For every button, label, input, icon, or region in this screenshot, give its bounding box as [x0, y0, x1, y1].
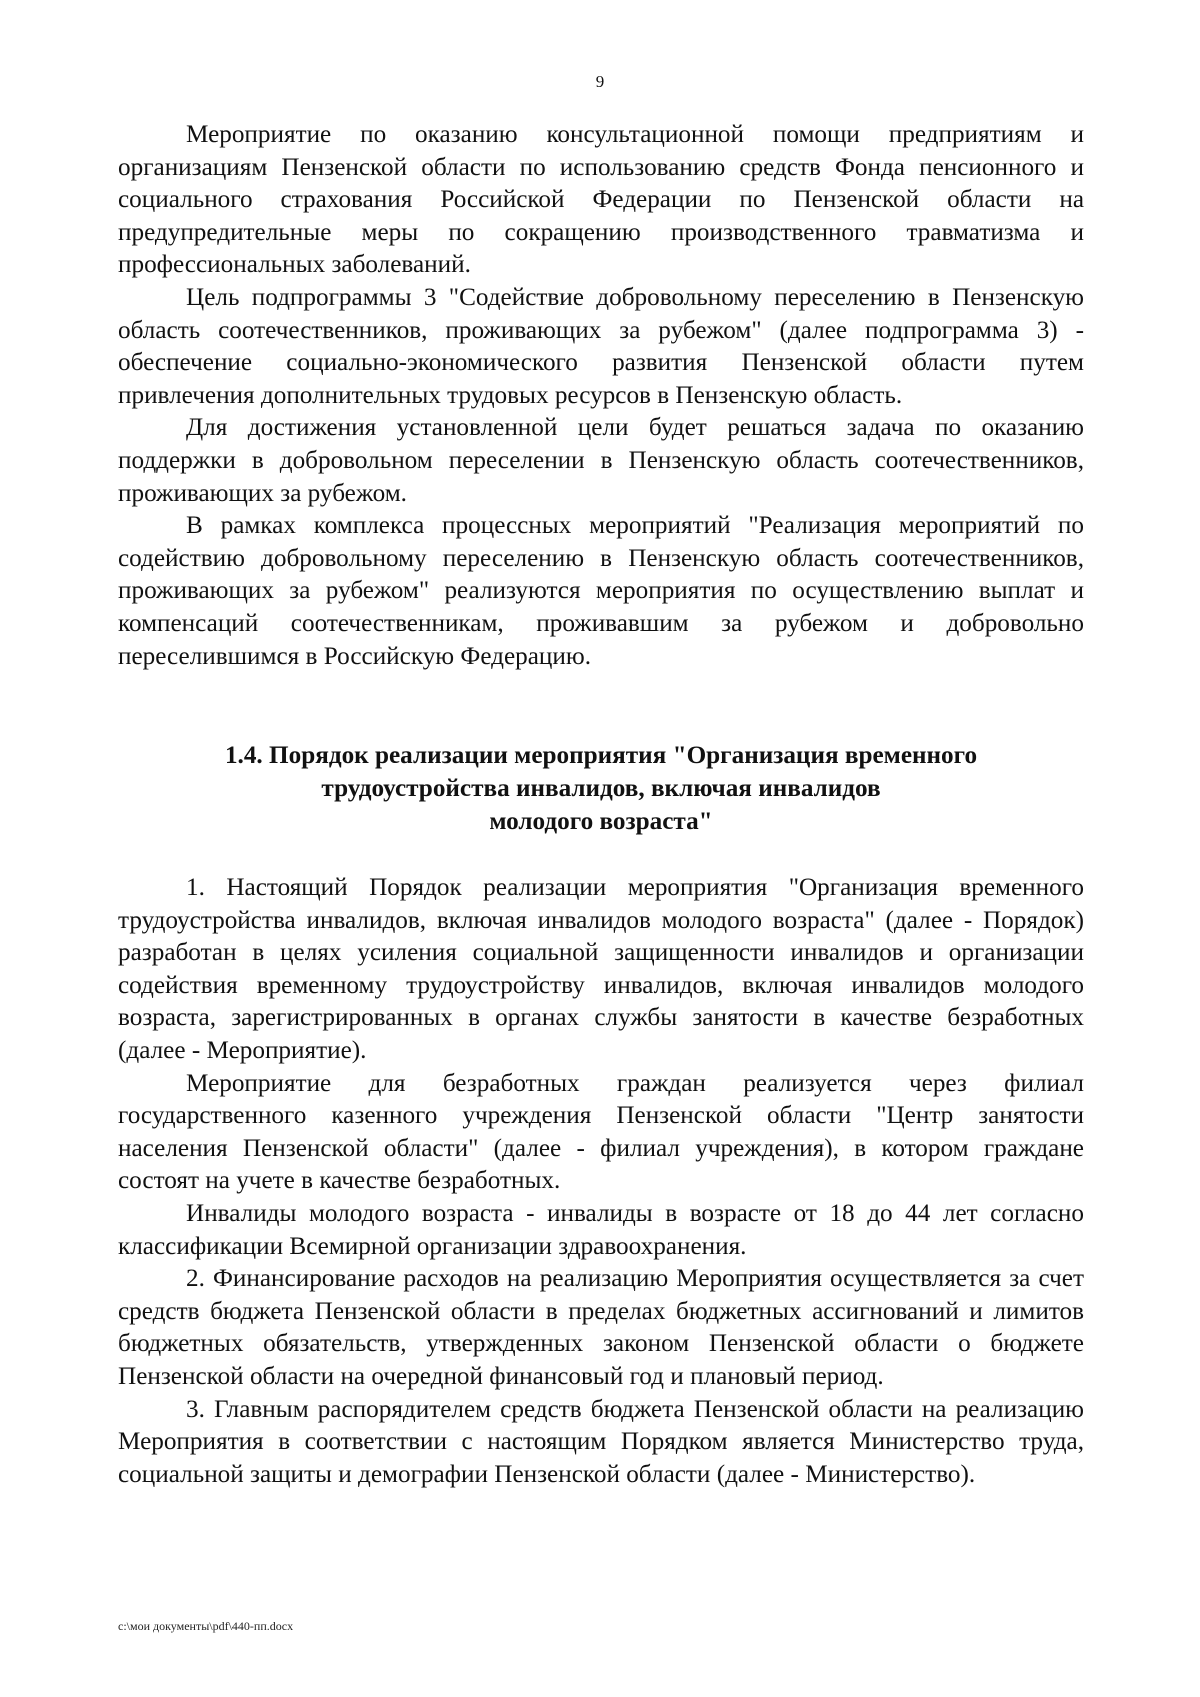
footer-file-path: c:\мои документы\pdf\440-пп.docx	[118, 1619, 294, 1633]
paragraph: Мероприятие по оказанию консультационной помощи предприятиям и организациям Пензенской области по использованию средств Фонда пенсионного и социального страхования Российской Федерации по Пензенской области на предупредительные меры по сокращению производственного травматизма и профессиональных заболеваний.	[118, 121, 1084, 279]
body-text-top	[118, 119, 1084, 673]
body-text-bottom	[118, 872, 1084, 1491]
section-heading-line: 1.4. Порядок реализации мероприятия "Организация временного	[224, 742, 978, 769]
paragraph: Цель подпрограммы 3 "Содействие добровольному переселению в Пензенскую область соотечественников, проживающих за рубежом" (далее подпрограмма 3) - обеспечение социально-экономического развития Пензенской области путем привлечения дополнительных трудовых ресурсов в Пензенскую область.	[118, 283, 1084, 409]
section-heading-line: трудоустройства инвалидов, включая инвалидов	[321, 775, 881, 802]
section-heading	[118, 739, 1084, 838]
paragraph: Для достижения установленной цели будет решаться задача по оказанию поддержки в добровольном переселении в Пензенскую область соотечественников, проживающих за рубежом.	[118, 414, 1084, 507]
paragraph: В рамках комплекса процессных мероприятий "Реализация мероприятий по содействию добровольному переселению в Пензенскую область соотечественников, проживающих за рубежом" реализуются мероприятия по осуществлению выплат и компенсаций соотечественникам, проживавшим за рубежом и добровольно переселившимся в Российскую Федерацию.	[118, 512, 1084, 670]
paragraph: Инвалиды молодого возраста - инвалиды в возрасте от 18 до 44 лет согласно классификации Всемирной организации здравоохранения.	[118, 1199, 1084, 1260]
paragraph: Мероприятие для безработных граждан реализуется через филиал государственного казенного учреждения Пензенской области "Центр занятости населения Пензенской области" (далее - филиал учреждения), в котором граждане состоят на учете в качестве безработных.	[118, 1069, 1084, 1195]
paragraph: 1. Настоящий Порядок реализации мероприятия "Организация временного трудоустройства инвалидов, включая инвалидов молодого возраста" (далее - Порядок) разработан в целях усиления социальной защищенности инвалидов и организации содействия временному трудоустройству инвалидов, включая инвалидов молодого возраста, зарегистрированных в органах службы занятости в качестве безработных (далее - Мероприятие).	[118, 874, 1084, 1064]
page-number: 9	[595, 72, 605, 91]
section-heading-line: молодого возраста"	[489, 808, 713, 835]
paragraph: 3. Главным распорядителем средств бюджета Пензенской области на реализацию Мероприятия в соответствии с настоящим Порядком является Министерство труда, социальной защиты и демографии Пензенской области (далее - Министерство).	[118, 1395, 1084, 1488]
paragraph: 2. Финансирование расходов на реализацию Мероприятия осуществляется за счет средств бюджета Пензенской области в пределах бюджетных ассигнований и лимитов бюджетных обязательств, утвержденных законом Пензенской области о бюджете Пензенской области на очередной финансовый год и плановый период.	[118, 1265, 1084, 1390]
